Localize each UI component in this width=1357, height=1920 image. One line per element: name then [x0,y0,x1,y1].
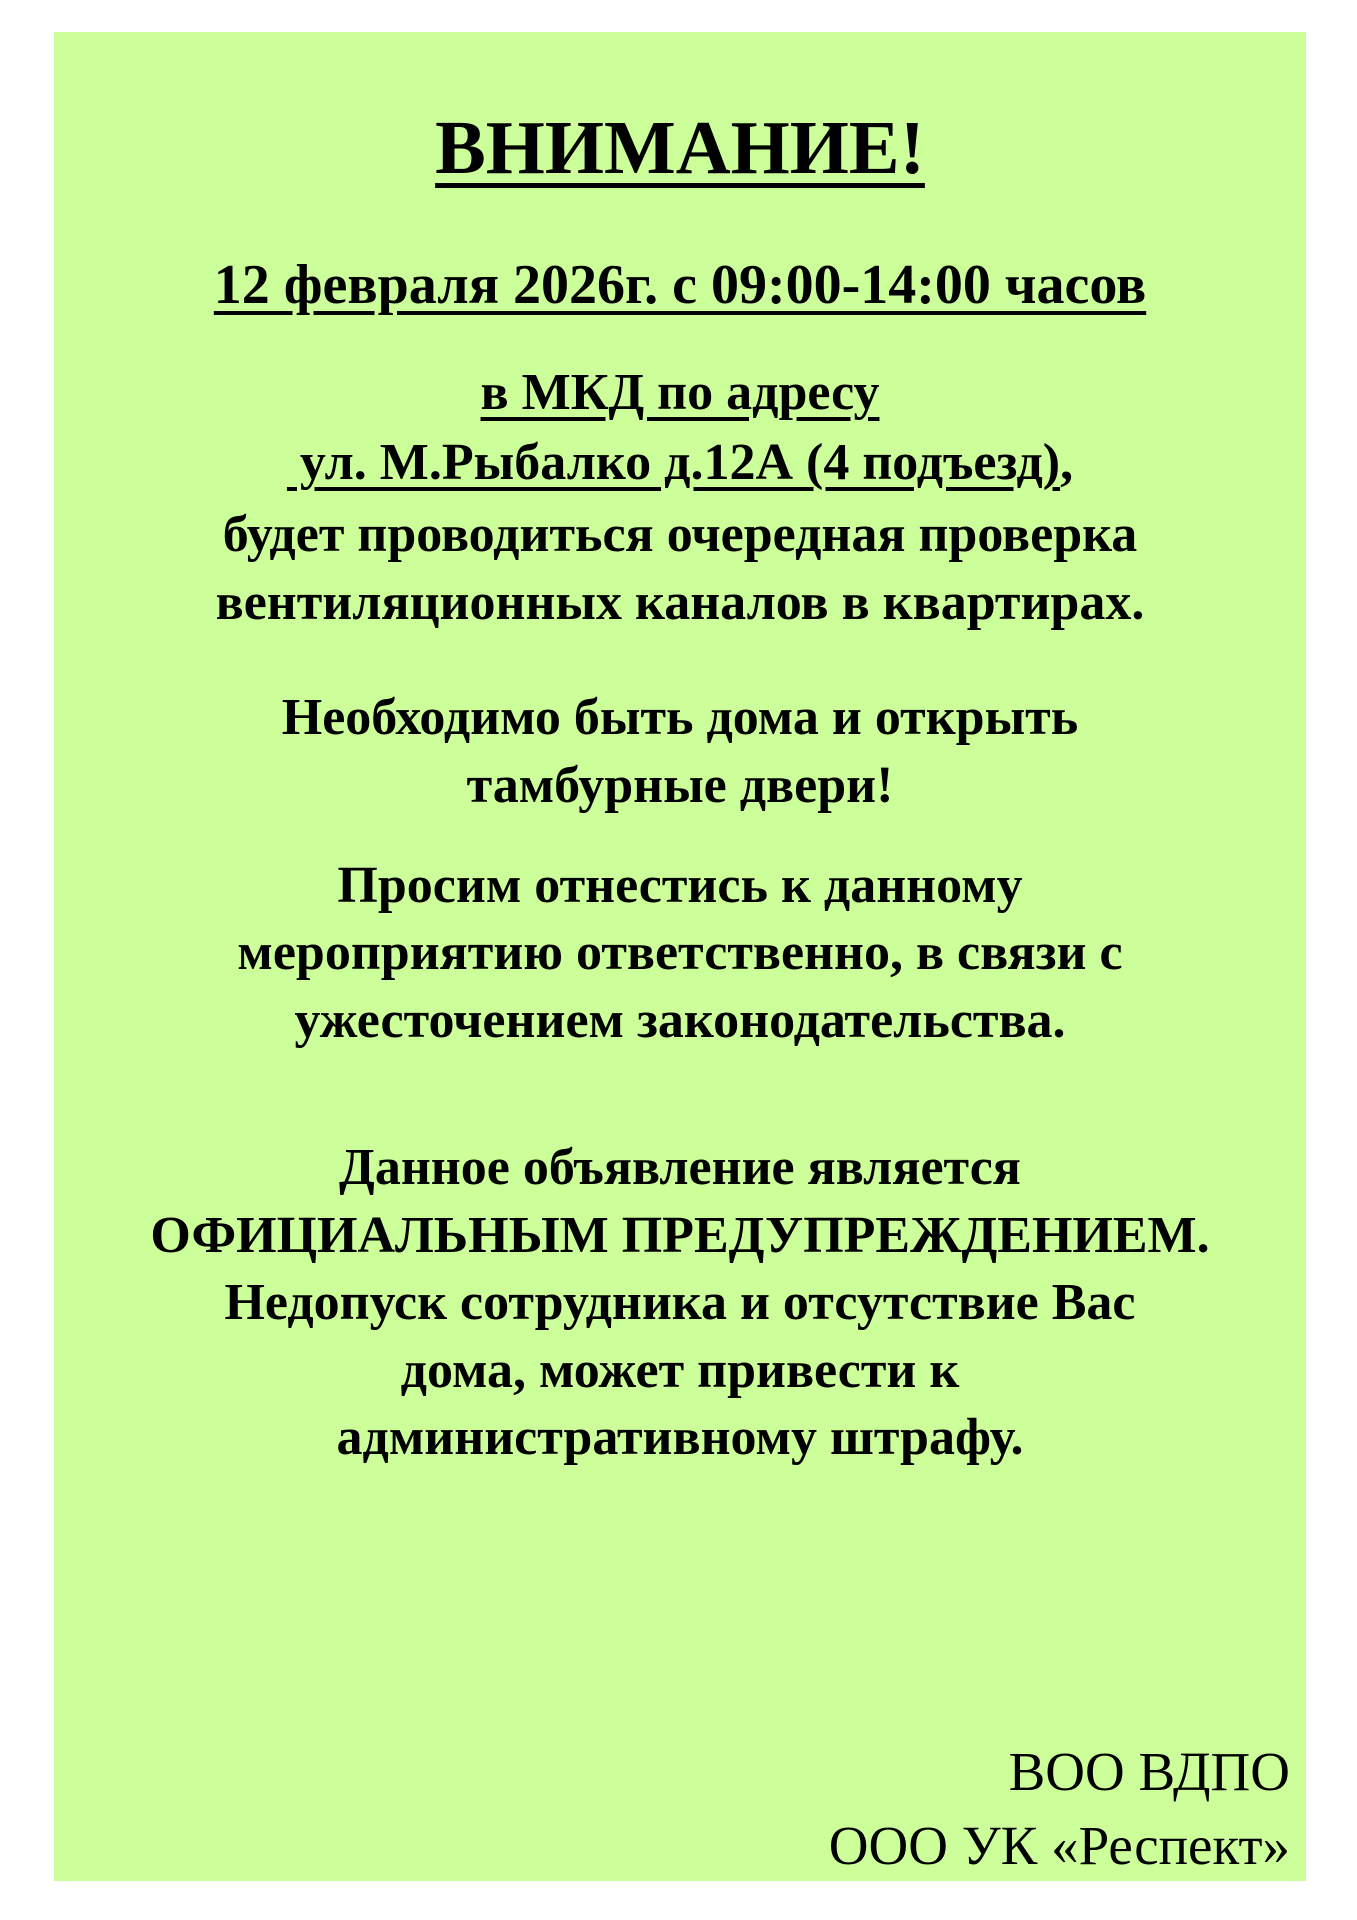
notice-date-line: 12 февраля 2026г. с 09:00-14:00 часов [213,254,1147,316]
notice-title: ВНИМАНИЕ! [435,106,925,190]
inspection-line-2: вентиляционных каналов в квартирах. [215,574,1145,631]
warning-line-1: Данное объявление является [339,1139,1021,1196]
warning-line-3: Недопуск сотрудника и отсутствие Вас [224,1274,1136,1331]
signature-org-2: ООО УК «Респект» [828,1815,1290,1876]
warning-line-5: административному штрафу. [336,1409,1024,1466]
notice-sheet [54,32,1306,1881]
address-line-2 [54,434,1306,491]
responsibility-line-1: Просим отнестись к данному [337,857,1023,914]
address-comma: , [1060,434,1074,491]
address-street: ул. М.Рыбалко д.12А (4 подъезд) [286,434,1061,491]
warning-line-2: ОФИЦИАЛЬНЫМ ПРЕДУПРЕЖДЕНИЕМ. [150,1207,1210,1264]
inspection-line-1: будет проводиться очередная проверка [222,506,1138,563]
request-home-line-2: тамбурные двери! [466,757,894,814]
responsibility-line-3: ужесточением законодательства. [294,992,1066,1049]
responsibility-line-2: мероприятию ответственно, в связи с [237,924,1123,981]
signature-org-1: ВОО ВДПО [1008,1741,1290,1802]
address-line-1: в МКД по адресу [480,364,880,421]
warning-line-4: дома, может привести к [400,1342,960,1399]
request-home-line-1: Необходимо быть дома и открыть [281,689,1079,746]
